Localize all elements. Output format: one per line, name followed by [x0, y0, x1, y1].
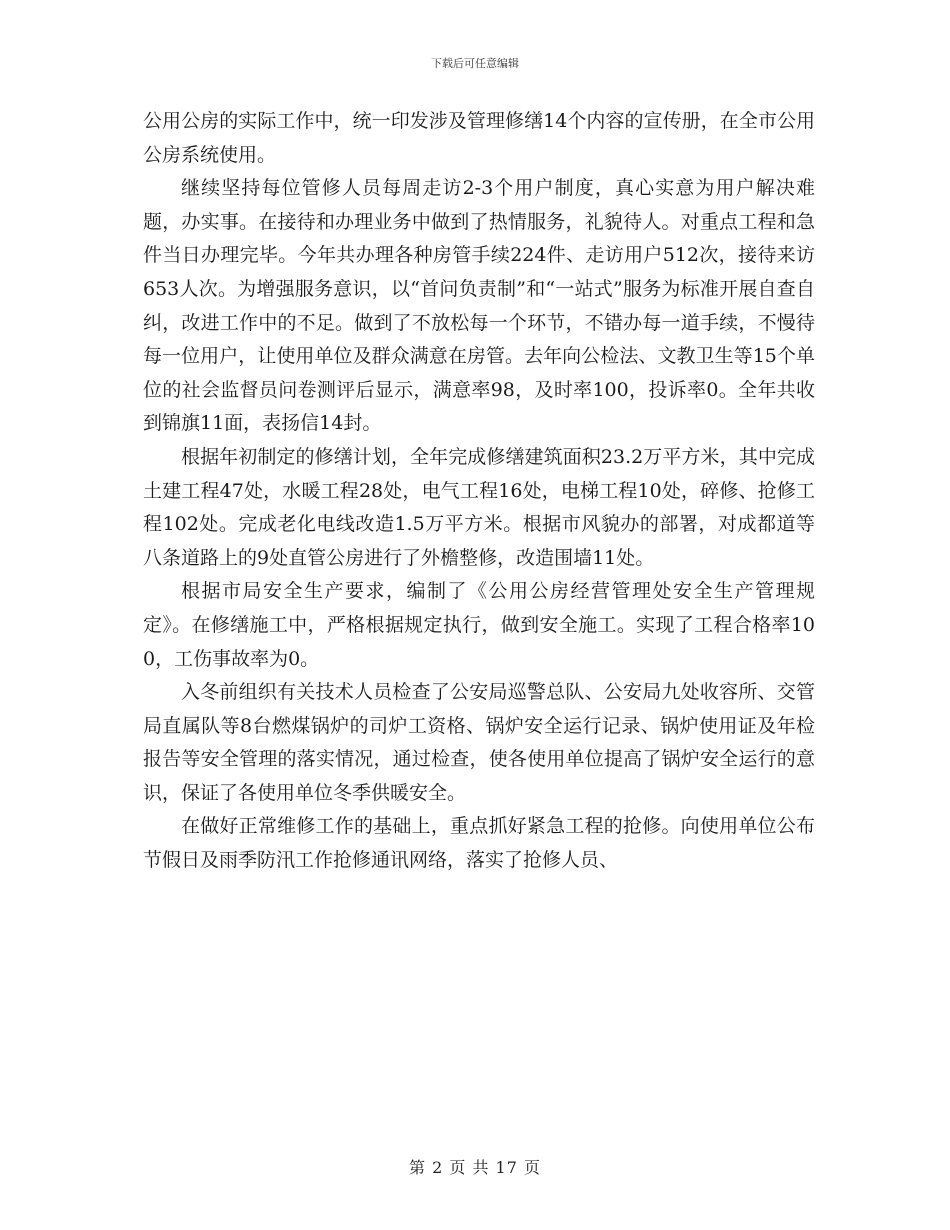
paragraph-1: 公用公房的实际工作中，统一印发涉及管理修缮14个内容的宣传册，在全市公用公房系统使用。 — [143, 110, 815, 166]
paragraph-5: 入冬前组织有关技术人员检查了公安局巡警总队、公安局九处收容所、交管局直属队等8台燃煤锅炉的司炉工资格、锅炉安全运行记录、锅炉使用证及年检报告等安全管理的落实情况，通过检查，使各使用单位提高了锅炉安全运行的意识，保证了各使用单位冬季供暖安全。 — [143, 681, 815, 804]
paragraph-6: 在做好正常维修工作的基础上，重点抓好紧急工程的抢修。向使用单位公布节假日及雨季防汛工作抢修通讯网络，落实了抢修人员、 — [143, 815, 815, 872]
document-body — [143, 105, 815, 878]
page-number-footer: 第 2 页 共 17 页 — [409, 1158, 541, 1177]
paragraph-4: 根据市局安全生产要求，编制了《公用公房经营管理处安全生产管理规定》。在修缮施工中，严格根据规定执行，做到安全施工。实现了工程合格率100，工伤事故率为0。 — [143, 580, 815, 670]
paragraph-2: 继续坚持每位管修人员每周走访2-3个用户制度，真心实意为用户解决难题，办实事。在接待和办理业务中做到了热情服务，礼貌待人。对重点工程和急件当日办理完毕。今年共办理各种房管手续224件、走访用户512次，接待来访653人次。为增强服务意识，以“首问负责制”和“一站式”服务为标准开展自查自纠，改进工作中的不足。做到了不放松每一个环节，不错办每一道手续，不慢待每一位用户，让使用单位及群众满意在房管。去年向公检法、文教卫生等15个单位的社会监督员问卷测评后显示，满意率98，及时率100，投诉率0。全年共收到锦旗11面，表扬信14封。 — [143, 177, 815, 435]
paragraph-3: 根据年初制定的修缮计划，全年完成修缮建筑面积23.2万平方米，其中完成土建工程47处，水暖工程28处，电气工程16处，电梯工程10处，碎修、抢修工程102处。完成老化电线改造1.5万平方米。根据市风貌办的部署，对成都道等八条道路上的9处直管公房进行了外檐整修，改造围墙11处。 — [143, 445, 815, 569]
page-header-note: 下载后可任意编辑 — [431, 57, 519, 70]
